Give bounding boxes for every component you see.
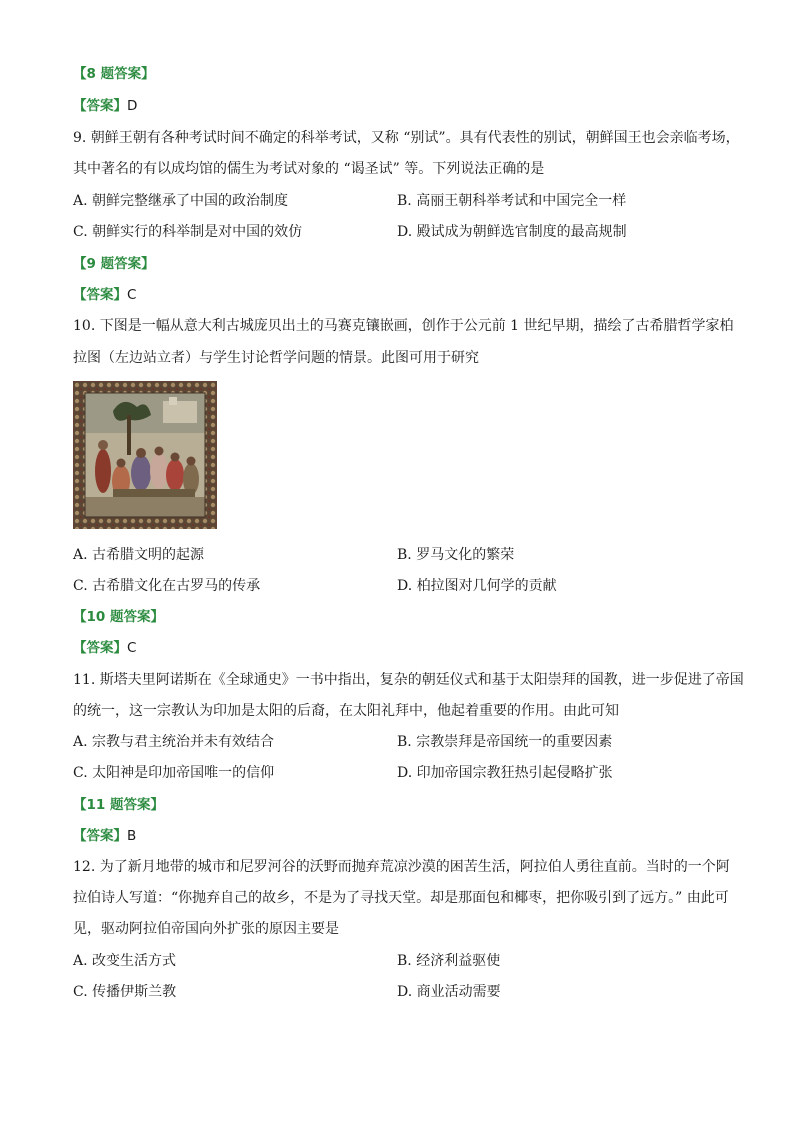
- q11-stem-line-2: 的统一，这一宗教认为印加是太阳的后裔，在太阳礼拜中，他起着重要的作用。由此可知: [73, 703, 619, 719]
- answer-label: 【答案】: [73, 98, 127, 114]
- answer-tag-label: 【8 题答案】: [73, 66, 155, 82]
- q10-stem-line-1: 10. 下图是一幅从意大利古城庞贝出土的马赛克镶嵌画，创作于公元前 1 世纪早期，描绘了古希腊哲学家柏: [73, 318, 734, 334]
- q12-stem-line-2: 拉伯诗人写道：“你抛弃自己的故乡，不是为了寻找天堂。却是那面包和椰枣，把你吸引到了远方。” 由此可: [73, 890, 729, 906]
- q9-option-c: C. 朝鲜实行的科举制是对中国的效仿: [73, 224, 303, 240]
- q8-answer: [73, 96, 137, 116]
- q11-answer: [73, 826, 136, 846]
- q10-stem-line-2: 拉图（左边站立者）与学生讨论哲学问题的情景。此图可用于研究: [73, 350, 479, 366]
- q9-option-a: A. 朝鲜完整继承了中国的政治制度: [73, 193, 289, 209]
- q9-answer-tag: [73, 254, 155, 274]
- q12-option-b: B. 经济利益驱使: [397, 953, 501, 969]
- q10-option-c: C. 古希腊文化在古罗马的传承: [73, 578, 261, 594]
- pompeii-mosaic-image: [73, 381, 217, 529]
- q9-option-d: D. 殿试成为朝鲜选官制度的最高规制: [397, 224, 627, 240]
- q11-option-b: B. 宗教崇拜是帝国统一的重要因素: [397, 734, 613, 750]
- answer-label: 【答案】: [73, 640, 127, 656]
- answer-value: C: [127, 287, 137, 303]
- answer-label: 【答案】: [73, 287, 127, 303]
- q12-stem-line-1: 12. 为了新月地带的城市和尼罗河谷的沃野而抛弃荒凉沙漠的困苦生活，阿拉伯人勇往直前。当时的一个阿: [73, 859, 730, 875]
- q10-answer-tag: [73, 607, 164, 627]
- q11-option-a: A. 宗教与君主统治并未有效结合: [73, 734, 275, 750]
- answer-tag-label: 【11 题答案】: [73, 797, 164, 813]
- answer-value: D: [127, 98, 138, 114]
- q12-option-d: D. 商业活动需要: [397, 984, 501, 1000]
- q11-stem-line-1: 11. 斯塔夫里阿诺斯在《全球通史》一书中指出，复杂的朝廷仪式和基于太阳崇拜的国教，进一步促进了帝国: [73, 672, 744, 688]
- q9-stem-line-1: 9. 朝鲜王朝有各种考试时间不确定的科举考试，又称 “别试”。具有代表性的别试，朝鲜国王也会亲临考场，: [73, 130, 740, 146]
- q10-option-a: A. 古希腊文明的起源: [73, 547, 205, 563]
- q11-answer-tag: [73, 795, 164, 815]
- answer-label: 【答案】: [73, 828, 127, 844]
- q12-option-c: C. 传播伊斯兰教: [73, 984, 177, 1000]
- q9-answer: [73, 285, 136, 305]
- answer-tag-label: 【9 题答案】: [73, 256, 155, 272]
- q10-answer: [73, 638, 136, 658]
- answer-value: B: [127, 828, 137, 844]
- q10-option-b: B. 罗马文化的繁荣: [397, 547, 515, 563]
- q11-option-d: D. 印加帝国宗教狂热引起侵略扩张: [397, 765, 613, 781]
- answer-value: C: [127, 640, 137, 656]
- q11-option-c: C. 太阳神是印加帝国唯一的信仰: [73, 765, 275, 781]
- q9-stem-line-2: 其中著名的有以成均馆的儒生为考试对象的 “谒圣试” 等。下列说法正确的是: [73, 161, 545, 177]
- q9-option-b: B. 高丽王朝科举考试和中国完全一样: [397, 193, 627, 209]
- q8-answer-tag: [73, 64, 155, 84]
- q12-option-a: A. 改变生活方式: [73, 953, 177, 969]
- q12-stem-line-3: 见，驱动阿拉伯帝国向外扩张的原因主要是: [73, 921, 339, 937]
- answer-tag-label: 【10 题答案】: [73, 609, 164, 625]
- q10-option-d: D. 柏拉图对几何学的贡献: [397, 578, 557, 594]
